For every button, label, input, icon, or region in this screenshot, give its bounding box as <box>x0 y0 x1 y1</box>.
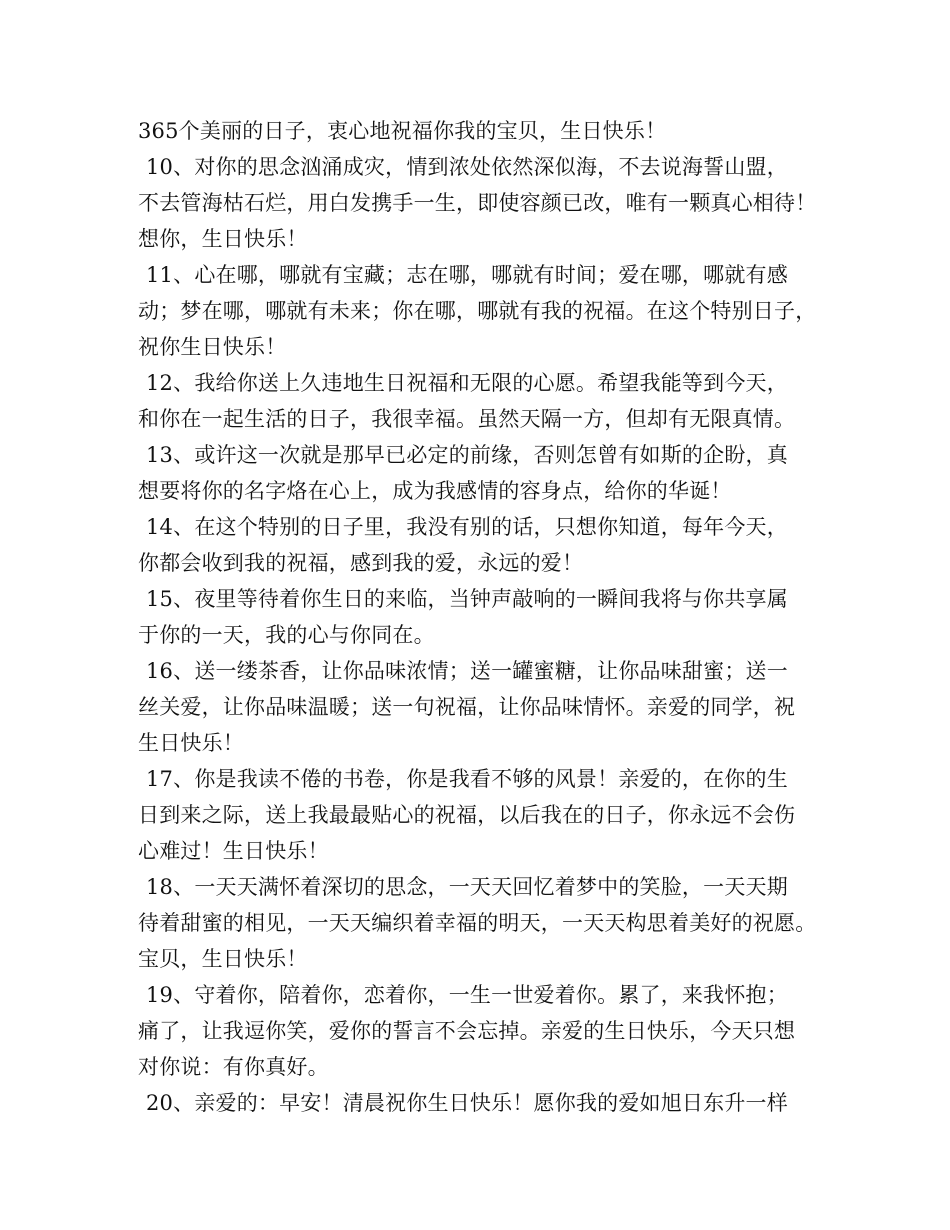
text-line: 15、夜里等待着你生日的来临，当钟声敲响的一瞬间我将与你共享属 <box>146 587 788 611</box>
text-line: 17、你是我读不倦的书卷，你是我看不够的风景！亲爱的，在你的生 <box>146 767 788 791</box>
text-line: 20、亲爱的：早安！清晨祝你生日快乐！愿你我的爱如旭日东升一样 <box>146 1091 788 1115</box>
text-line: 365个美丽的日子，衷心地祝福你我的宝贝，生日快乐！ <box>138 119 667 143</box>
text-line: 祝你生日快乐！ <box>138 335 287 359</box>
text-line: 11、心在哪，哪就有宝藏；志在哪，哪就有时间；爱在哪，哪就有感 <box>146 263 788 287</box>
text-line: 日到来之际，送上我最最贴心的祝福，以后我在的日子，你永远不会伤 <box>138 803 796 827</box>
text-line: 你都会收到我的祝福，感到我的爱，永远的爱！ <box>138 551 584 575</box>
text-line: 想要将你的名字烙在心上，成为我感情的容身点，给你的华诞！ <box>138 479 732 503</box>
text-line: 19、守着你，陪着你，恋着你，一生一世爱着你。累了，来我怀抱； <box>146 983 788 1007</box>
text-line: 心难过！生日快乐！ <box>138 839 329 863</box>
text-line: 16、送一缕茶香，让你品味浓情；送一罐蜜糖，让你品味甜蜜；送一 <box>146 659 788 683</box>
document-body <box>138 113 838 1121</box>
text-line: 丝关爱，让你品味温暖；送一句祝福，让你品味情怀。亲爱的同学，祝 <box>138 695 796 719</box>
text-line: 动；梦在哪，哪就有未来；你在哪，哪就有我的祝福。在这个特别日子， <box>138 299 817 323</box>
text-line: 12、我给你送上久违地生日祝福和无限的心愿。希望我能等到今天， <box>146 371 788 395</box>
text-line: 痛了，让我逗你笑，爱你的誓言不会忘掉。亲爱的生日快乐，今天只想 <box>138 1019 796 1043</box>
text-line: 13、或许这一次就是那早已必定的前缘，否则怎曾有如斯的企盼，真 <box>146 443 788 467</box>
text-line: 待着甜蜜的相见，一天天编织着幸福的明天，一天天构思着美好的祝愿。 <box>138 911 817 935</box>
text-line: 宝贝，生日快乐！ <box>138 947 308 971</box>
text-line: 生日快乐！ <box>138 731 244 755</box>
text-line: 14、在这个特别的日子里，我没有别的话，只想你知道，每年今天， <box>146 515 788 539</box>
text-line: 18、一天天满怀着深切的思念，一天天回忆着梦中的笑脸，一天天期 <box>146 875 788 899</box>
text-line: 于你的一天，我的心与你同在。 <box>138 623 435 647</box>
text-line: 不去管海枯石烂，用白发携手一生，即使容颜已改，唯有一颗真心相待！ <box>138 191 817 215</box>
text-line: 想你，生日快乐！ <box>138 227 308 251</box>
text-line: 对你说：有你真好。 <box>138 1055 329 1079</box>
text-line: 10、对你的思念汹涌成灾，情到浓处依然深似海，不去说海誓山盟， <box>146 155 788 179</box>
text-line: 和你在一起生活的日子，我很幸福。虽然天隔一方，但却有无限真情。 <box>138 407 796 431</box>
